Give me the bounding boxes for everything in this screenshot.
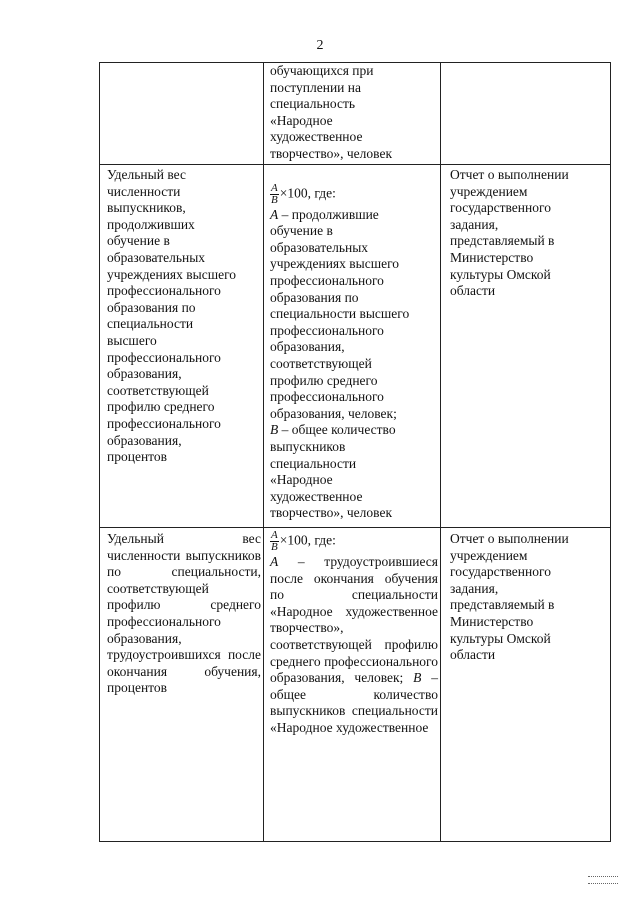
table-row-2-method bbox=[270, 166, 438, 522]
definition-b: – общее количество выпускников специальности «Народное художественное bbox=[270, 670, 439, 735]
variable-a: A bbox=[270, 554, 279, 569]
table-row-2-indicator: Удельный вес численности выпускников, продолживших обучение в образовательных учреждениях высшего профессионального образования по специальности высшего профессионального образования, соответствующей профилю среднего профессионального образования, процентов bbox=[107, 167, 237, 465]
table-row-3-source: Отчет о выполнении учреждением государственного задания, представляемый в Министерство культуры Омской области bbox=[450, 531, 569, 663]
variable-b: B bbox=[270, 422, 279, 438]
variable-b: B bbox=[413, 670, 422, 686]
indicator-table bbox=[99, 62, 611, 842]
formula: $\frac{A}{B}$ ×100, где: bbox=[271, 181, 336, 206]
table-row-divider-1 bbox=[99, 164, 611, 165]
table-row-divider-2 bbox=[99, 527, 611, 528]
table-row-1-method: обучающихся при поступлении на специальность «Народное художественное творчество», человек bbox=[270, 63, 393, 161]
table-row-3-method bbox=[270, 530, 438, 737]
table-border-left bbox=[99, 62, 100, 842]
formula: $\frac{A}{B}$ ×100, где: bbox=[271, 529, 336, 553]
page-number: 2 bbox=[316, 38, 324, 53]
definition-a: – продолжившие обучение в образовательных учреждениях высшего профессионального образования по специальности высшего профессионального образования, соответствующей профилю среднего профессионального образования, человек; bbox=[270, 206, 410, 421]
table-border-right bbox=[610, 62, 611, 842]
definition-b: – общее количество выпускников специальности «Народное художественное творчество», человек bbox=[270, 422, 396, 521]
variable-a: A bbox=[270, 206, 279, 222]
table-column-divider-1 bbox=[263, 62, 264, 842]
fraction: $\frac{A}{B}$ bbox=[271, 181, 278, 206]
definition-a: – трудоустроившиеся после окончания обучения по специальности «Народное художественное творчество», соответствующей профилю среднего профессионального образования, человек; bbox=[270, 554, 438, 686]
table-column-divider-2 bbox=[440, 62, 441, 842]
table-row-2-source: Отчет о выполнении учреждением государственного задания, представляемый в Министерство культуры Омской области bbox=[450, 167, 569, 299]
table-row-3-indicator: Удельный вес численности выпускников по специальности, соответствующей профилю среднего профессионального образования, трудоустроившихся после окончания обучения, процентов bbox=[107, 531, 261, 696]
table-border-bottom bbox=[99, 841, 611, 842]
fraction: $\frac{A}{B}$ bbox=[271, 529, 278, 553]
corner-stamp bbox=[588, 876, 618, 884]
